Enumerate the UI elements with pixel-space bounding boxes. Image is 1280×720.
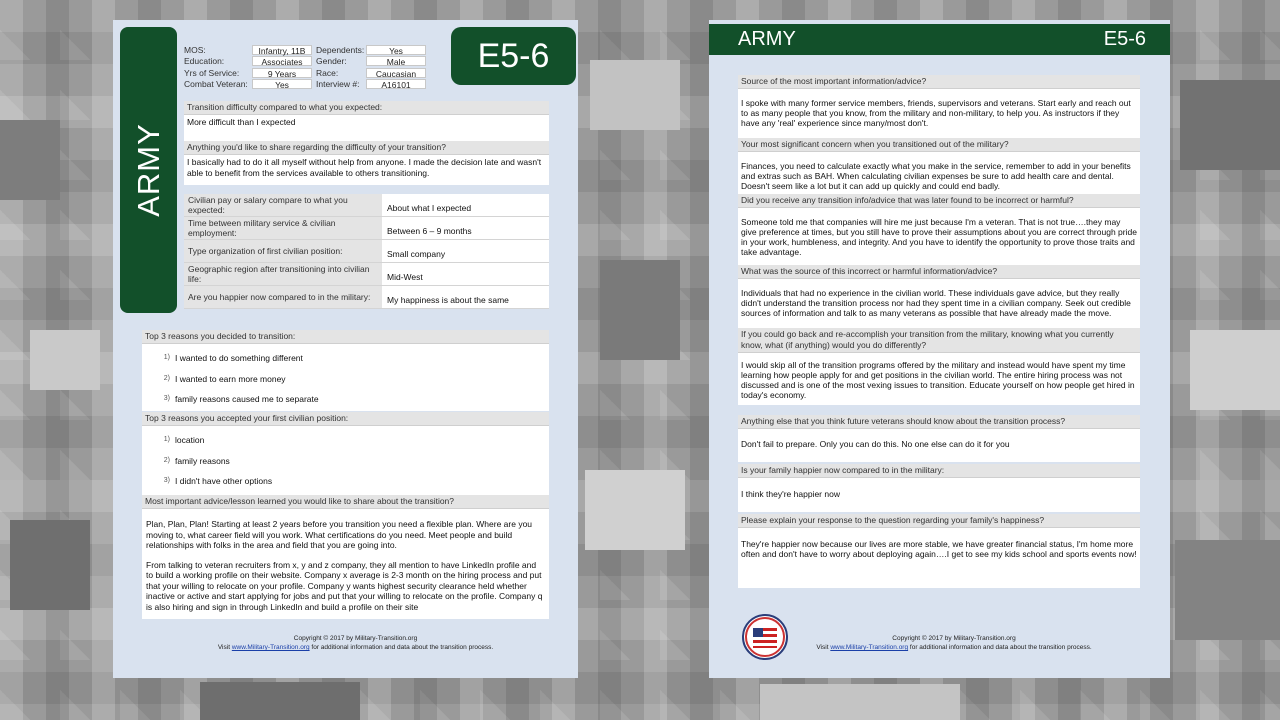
demo-label: Race:: [316, 67, 339, 78]
demo-label: Interview #:: [316, 79, 360, 90]
fact-answer: About what I expected: [382, 194, 549, 216]
list-body: [142, 344, 549, 411]
demographics-right: [316, 44, 426, 90]
qa-block: [738, 138, 1140, 196]
question-header: Your most significant concern when you transitioned out of the military?: [738, 138, 1140, 152]
advice-paragraph: Plan, Plan, Plan! Starting at least 2 years before you transition you need a flexible plan. Where are you moving to, what career field will you work. What certifications do you need. Meet people and build relationships with folks in the area and field that you are going into.: [146, 519, 533, 550]
question-header: Please explain your response to the question regarding your family's happiness?: [738, 514, 1140, 528]
question-header: Did you receive any transition info/advice that was later found to be incorrect or harmful?: [738, 194, 1140, 208]
footer-link[interactable]: www.Military-Transition.org: [231, 644, 310, 651]
demo-row: [316, 56, 426, 68]
fact-row: [184, 217, 549, 240]
copyright: Copyright © 2017 by Military-Transition.org: [892, 635, 1016, 642]
demo-value: Male: [366, 56, 426, 66]
share-difficulty-question: [184, 141, 549, 185]
page-header-bar: [709, 24, 1170, 55]
fact-row: [184, 286, 549, 309]
list-text: family reasons: [175, 455, 230, 466]
list-text: I didn't have other options: [175, 476, 273, 486]
transition-facts-table: [184, 194, 549, 309]
demo-label: Gender:: [316, 56, 347, 67]
footer-link[interactable]: www.Military-Transition.org: [830, 644, 909, 651]
grade-badge: E5-6: [451, 27, 576, 85]
demo-label: Education:: [184, 56, 225, 67]
demo-label: Dependents:: [316, 44, 365, 55]
question-header: Source of the most important information/advice?: [738, 75, 1140, 89]
question-header: Is your family happier now compared to in the military:: [738, 464, 1140, 478]
question-header: Top 3 reasons you decided to transition:: [142, 330, 549, 344]
demo-value: A16101: [366, 79, 426, 89]
list-number: 3): [163, 395, 170, 402]
list-number: 3): [163, 477, 170, 484]
left-profile-page: [113, 20, 578, 678]
qa-block: [738, 265, 1140, 331]
demo-value: Yes: [252, 79, 312, 89]
list-body: [142, 426, 549, 495]
fact-answer: My happiness is about the same: [382, 286, 549, 308]
qa-block: [738, 514, 1140, 588]
demo-value: Caucasian: [366, 68, 426, 78]
fact-row: [184, 194, 549, 217]
qa-block: [738, 328, 1140, 405]
qa-block: [738, 464, 1140, 512]
fact-answer: Small company: [382, 240, 549, 262]
demo-label: Combat Veteran:: [184, 79, 248, 90]
list-item: [142, 348, 549, 369]
demographics-left: [184, 44, 312, 90]
fact-question: Are you happier now compared to in the military:: [184, 286, 382, 308]
question-header: If you could go back and re-accomplish your transition from the military, knowing what you currently know, what (if anything) would you do differently?: [738, 328, 1140, 353]
question-header: What was the source of this incorrect or harmful information/advice?: [738, 265, 1140, 279]
question-header: Top 3 reasons you accepted your first civilian position:: [142, 412, 549, 426]
difficulty-question: [184, 101, 549, 142]
branch-label: ARMY: [738, 28, 796, 50]
list-item: [142, 369, 549, 390]
answer-text: Individuals that had no experience in the civilian world. These individuals gave advice, but they really didn't understand the transition process nor had they spent time in a civilian company. Seek out credible sources of information and talk to as many veterans as possible that have already made the move.: [738, 279, 1140, 331]
advice-question: [142, 495, 549, 619]
list-text: family reasons caused me to separate: [175, 394, 319, 404]
fact-row: [184, 240, 549, 263]
demo-label: MOS:: [184, 44, 206, 55]
qa-block: [738, 194, 1140, 268]
list-text: I wanted to earn more money: [175, 373, 286, 384]
fact-question: Civilian pay or salary compare to what you expected:: [184, 194, 382, 216]
right-profile-page: [709, 20, 1170, 678]
page-footer: [173, 634, 538, 652]
list-text: I wanted to do something different: [175, 353, 303, 363]
qa-block: [738, 75, 1140, 139]
demo-row: [184, 44, 312, 56]
answer-text: Someone told me that companies will hire me just because I'm a veteran. That is not true….they may give preference at times, but you still have to prove their assumptions about you are correct through pride in your work, humbleness, and integrity. And you have to identify the opportunity to prove those traits and take advantage.: [738, 208, 1140, 268]
branch-vertical-banner: [120, 27, 177, 313]
demo-value: Infantry, 11B: [252, 45, 312, 55]
advice-answer: [142, 509, 549, 619]
footer-visit: [769, 643, 1139, 652]
copyright: Copyright © 2017 by Military-Transition.org: [293, 635, 418, 642]
demo-value: 9 Years: [252, 68, 312, 78]
fact-answer: Mid-West: [382, 263, 549, 285]
footer-visit-pre: Visit: [217, 644, 232, 651]
advice-paragraph: From talking to veteran recruiters from x, y and z company, they all mention to have LinkedIn profile and to build a working profile on their website. Company x average is 2-3 month on the hiring process and put that your willing to relocate on your profile. Company y wants highest security clearance held whether inactive or active and start applying for jobs and put that your willing to relocate on the profile. Company q is also hiring and sign in through LinkedIn and build a profile on their site: [146, 559, 543, 612]
list-item: [142, 451, 549, 472]
list-item: [142, 471, 549, 492]
demo-row: [184, 67, 312, 79]
reasons-accept-list: [142, 412, 549, 495]
reasons-transition-list: [142, 330, 549, 411]
demo-row: [184, 79, 312, 91]
fact-question: Type organization of first civilian position:: [184, 240, 382, 262]
answer-text: Finances, you need to calculate exactly what you make in the service, remember to add in your benefits and extras such as BAH. When calculating civilian expenses be sure to add health care and dental. Doesn't seem like a lot but it can add up quickly and could end badly.: [738, 152, 1140, 196]
list-number: 2): [163, 456, 170, 464]
question-header: Anything else that you think future veterans should know about the transition process?: [738, 415, 1140, 429]
demo-row: [316, 67, 426, 79]
answer-text: I think they're happier now: [738, 478, 1140, 512]
answer-text: I spoke with many former service members, friends, supervisors and veterans. Start early and reach out to as many people that you know, from the military and non-military, to help you. As instructors if they have any 'real' experience since many/most don't.: [738, 89, 1140, 139]
answer-text: More difficult than I expected: [184, 115, 549, 142]
answer-text: They're happier now because our lives are more stable, we have greater financial status, I'm home more often and don't have to worry about deploying again….I get to see my kids school and sports events now!: [738, 528, 1140, 588]
list-number: 1): [163, 354, 170, 361]
footer-visit-post: for additional information and data about the transition process.: [309, 644, 494, 651]
fact-question: Time between military service & civilian employment:: [184, 217, 382, 239]
question-header: Most important advice/lesson learned you would like to share about the transition?: [142, 495, 549, 509]
demo-label: Yrs of Service:: [184, 67, 240, 78]
answer-text: I would skip all of the transition programs offered by the military and instead would have spent my time learning how people apply for and get positions in the civilian world. The entire hiring process was not discussed and is one of the most vexing issues to transition. Educate yourself on how people get hired in today's economy.: [738, 353, 1140, 405]
demo-value: Associates: [252, 56, 312, 66]
list-number: 1): [163, 436, 170, 443]
branch-label: ARMY: [130, 123, 166, 217]
fact-answer: Between 6 – 9 months: [382, 217, 549, 239]
demo-row: [184, 56, 312, 68]
demo-row: [316, 44, 426, 56]
demo-row: [316, 79, 426, 91]
fact-question: Geographic region after transitioning into civilian life:: [184, 263, 382, 285]
question-header: Transition difficulty compared to what you expected:: [184, 101, 549, 115]
answer-text: I basically had to do it all myself without help from anyone. I made the decision late and wasn't able to benefit from the services available to others transitioning.: [184, 155, 549, 185]
page-footer: [769, 634, 1139, 652]
question-header: Anything you'd like to share regarding the difficulty of your transition?: [184, 141, 549, 155]
footer-visit-pre: Visit: [816, 644, 831, 651]
footer-visit-post: for additional information and data about the transition process.: [908, 644, 1092, 651]
qa-block: [738, 415, 1140, 462]
list-text: location: [175, 435, 205, 445]
grade-label: E5-6: [1103, 28, 1146, 50]
list-item: [142, 389, 549, 410]
list-number: 2): [163, 374, 170, 382]
footer-visit: [173, 643, 538, 652]
list-item: [142, 430, 549, 451]
answer-text: Don't fail to prepare. Only you can do this. No one else can do it for you: [738, 429, 1140, 462]
demo-value: Yes: [366, 45, 426, 55]
fact-row: [184, 263, 549, 286]
